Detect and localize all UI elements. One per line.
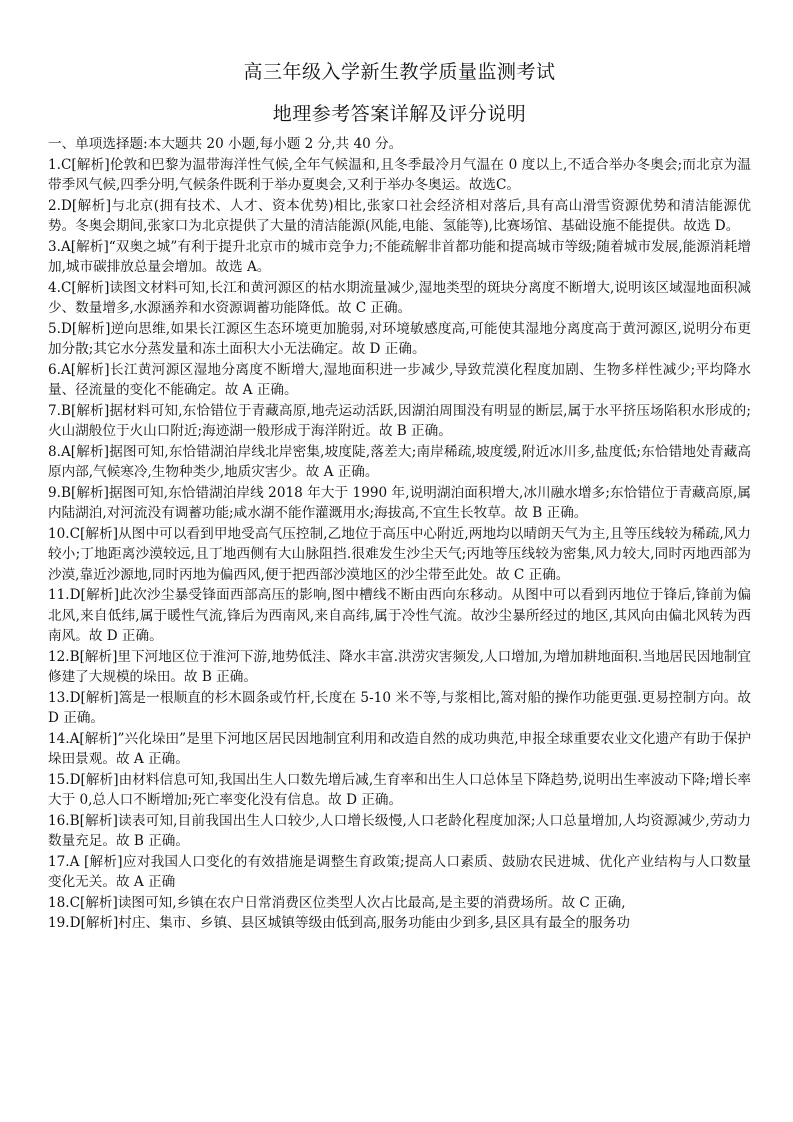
answer-item: 2.D[解析]与北京(拥有技术、人才、资本优势)相比,张家口社会经济相对落后,具有高山滑雪资源优势和清洁能源优势。冬奥会期间,张家口为北京提供了大量的清洁能源(风能,电能、氢能等),比赛场馆、基础设施不能提供。故选 D。	[48, 197, 751, 234]
document-subtitle: 地理参考答案详解及评分说明	[272, 103, 527, 125]
answer-item: 6.A[解析]长江黄河源区湿地分离度不断增大,湿地面积进一步减少,导致荒漠化程度加剧、生物多样性减少;平均降水量、径流量的变化不能确定。故 A 正确。	[48, 361, 751, 398]
answer-item: 3.A[解析]“双奥之城”有利于提升北京市的城市竞争力;不能疏解非首都功能和提高城市等级;随着城市发展,能源消耗增加,城市碳排放总量会增加。故选 A。	[48, 238, 751, 275]
answer-item: 18.C[解析]读图可知,乡镇在农户日常消费区位类型人次占比最高,是主要的消费场所。故 C 正确,	[48, 894, 626, 911]
answer-item: 12.B[解析]里下河地区位于淮河下游,地势低洼、降水丰富.洪涝灾害频发,人口增加,为增加耕地面积.当地居民因地制宜修建了大规模的垛田。故 B 正确。	[48, 648, 751, 685]
answer-item: 9.B[解析]据图可知,东恰错湖泊岸线 2018 年大于 1990 年,说明湖泊面积增大,冰川融水增多;东恰错位于青藏高原,属内陆湖泊,对河流没有调蓄功能;咸水湖不能作灌溉用水;海拔高,不宜生长牧草。故 B 正确。	[48, 484, 751, 521]
answer-item: 13.D[解析]篙是一根顺直的杉木圆条或竹杆,长度在 5-10 米不等,与浆相比,篙对船的操作功能更强.更易控制方向。故 D 正确。	[48, 689, 751, 726]
answer-item: 10.C[解析]从图中可以看到甲地受高气压控制,乙地位于高压中心附近,两地均以晴朗天气为主,且等压线较为稀疏,风力较小;丁地距离沙漠较远,且丁地西侧有大山脉阻挡.很难发生沙尘天气;丙地等压线较为密集,风力较大,同时丙地西部为沙漠,靠近沙源地,同时丙地为偏西风,便于把西部沙漠地区的沙尘带至此处。故 C 正确。	[48, 525, 751, 583]
answer-item: 19.D[解析]村庄、集市、乡镇、县区城镇等级由低到高,服务功能由少到多,县区具有最全的服务功	[48, 915, 630, 931]
answer-item: 14.A[解析]”兴化垛田”是里下河地区居民因地制宜利用和改造自然的成功典范,申报全球重要农业文化遗产有助于保护垛田景观。故 A 正确。	[48, 730, 751, 767]
section-heading: 一、单项选择题:本大题共 20 小题,每小题 2 分,共 40 分。	[48, 136, 403, 152]
answer-item: 17.A [解析]应对我国人口变化的有效措施是调整生育政策;提高人口素质、鼓励农民进城、优化产业结构与人口数量变化无关。故 A 正确	[48, 853, 751, 890]
answer-item: 8.A[解析]据图可知,东恰错湖泊岸线北岸密集,坡度陡,落差大;南岸稀疏,坡度缓,附近冰川多,盐度低;东恰错地处青藏高原内部,气候寒冷,生物种类少,地质灾害少。故 A 正确。	[48, 443, 751, 480]
answer-item: 5.D[解析]逆向思维,如果长江源区生态环境更加脆弱,对环境敏感度高,可能使其湿地分离度高于黄河源区,说明分布更加分散;其它水分蒸发量和冻土面积大小无法确定。故 D 正确。	[48, 320, 751, 357]
answer-item: 15.D[解析]由材料信息可知,我国出生人口数先增后减,生育率和出生人口总体呈下降趋势,说明出生率波动下降;增长率大于 0,总人口不断增加;死亡率变化没有信息。故 D 正确。	[48, 771, 751, 808]
answer-item: 11.D[解析]此次沙尘暴受锋面西部高压的影响,图中槽线不断由西向东移动。从图中可以看到丙地位于锋后,锋前为偏北风,来自低纬,属于暖性气流,锋后为西南风,来自高纬,属于冷性气流。故沙尘暴所经过的地区,其风向由偏北风转为西南风。故 D 正确。	[48, 587, 751, 644]
answer-item: 1.C[解析]伦敦和巴黎为温带海洋性气候,全年气候温和,且冬季最冷月气温在 0 度以上,不适合举办冬奥会;而北京为温带季风气候,四季分明,气候条件既利于举办夏奥会,又利于举办冬奥运。故选C。	[48, 156, 751, 193]
answer-list	[48, 155, 751, 934]
document-title: 高三年级入学新生教学质量监测考试	[243, 61, 556, 83]
answer-item: 7.B[解析]据材料可知,东恰错位于青藏高原,地壳运动活跃,因湖泊周围没有明显的断层,属于水平挤压场陷积水形成的;火山湖般位于火山口附近;海迹湖一般形成于海洋附近。故 B 正确。	[48, 402, 751, 439]
answer-item: 16.B[解析]读表可知,目前我国出生人口较少,人口增长级慢,人口老龄化程度加深;人口总量增加,人均资源减少,劳动力数量充足。故 B 正确。	[48, 812, 751, 849]
answer-item: 4.C[解析]读图文材料可知,长江和黄河源区的枯水期流量减少,湿地类型的斑块分离度不断增大,说明该区域湿地面积减少、数量增多,水源涵养和水资源调蓄功能降低。故 C 正确。	[48, 279, 751, 316]
